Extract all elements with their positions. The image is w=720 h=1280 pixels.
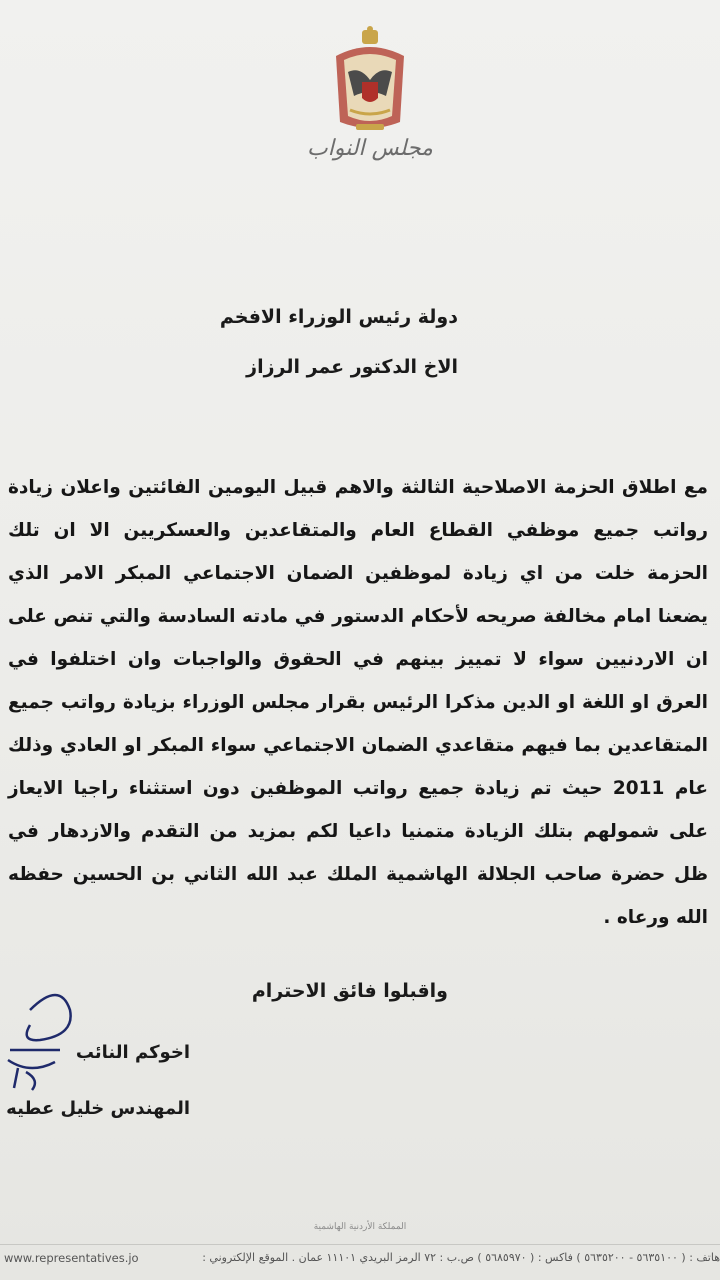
signer-role: اخوكم النائب [75,1042,190,1063]
footer-contact-info: هاتف : ( ٥٦٣٥١٠٠ - ٥٦٣٥٢٠٠ ) فاكس : ( ٥٦٨٥٩٧٠ ) ص.ب : ٧٢ الرمز البريدي ١١١٠١ عمان . الموقع الإلكتروني : [202,1251,720,1264]
closing-line: واقبلوا فائق الاحترام [251,980,448,1002]
signer-name: المهندس خليل عطيه [6,1098,190,1119]
handwritten-signature-icon [0,980,150,1100]
footer-divider [0,1244,720,1245]
footer-emblem-text: المملكة الأردنية الهاشمية [313,1222,407,1232]
footer-website: www.representatives.jo [4,1251,139,1265]
salutation-recipient: الاخ الدكتور عمر الرزاز [246,356,458,378]
council-name-logotype: مجلس النواب [307,136,433,161]
royal-crest-icon [326,26,414,136]
salutation-title: دولة رئيس الوزراء الافخم [219,306,458,328]
letter-body: مع اطلاق الحزمة الاصلاحية الثالثة والاهم قبيل اليومين الفائتين واعلان زيادة رواتب جميع موظفي القطاع العام والمتقاعدين والعسكريين الا ان تلك الحزمة خلت من اي زيادة لموظفين الضمان الاجتماعي المبكر الامر الذي يضعنا امام مخالفة صريحه لأحكام الدستور في مادته السادسة والتي تنص على ان الاردنيين سواء لا تمييز بينهم في الحقوق والواجبات وان اختلفوا في العرق او اللغة او الدين مذكرا الرئيس بقرار مجلس الوزراء بزيادة رواتب جميع المتقاعدين بما فيهم متقاعدي الضمان الاجتماعي سواء المبكر او العادي وذلك عام 2011 حيث تم زيادة جميع رواتب الموظفين دون استثناء راجيا الايعاز على شمولهم بتلك الزيادة متمنيا داعيا لكم بمزيد من التقدم والازدهار في ظل حضرة صاحب الجلالة الهاشمية الملك عبد الله الثاني بن الحسين حفظه الله ورعاه . [8,477,709,928]
